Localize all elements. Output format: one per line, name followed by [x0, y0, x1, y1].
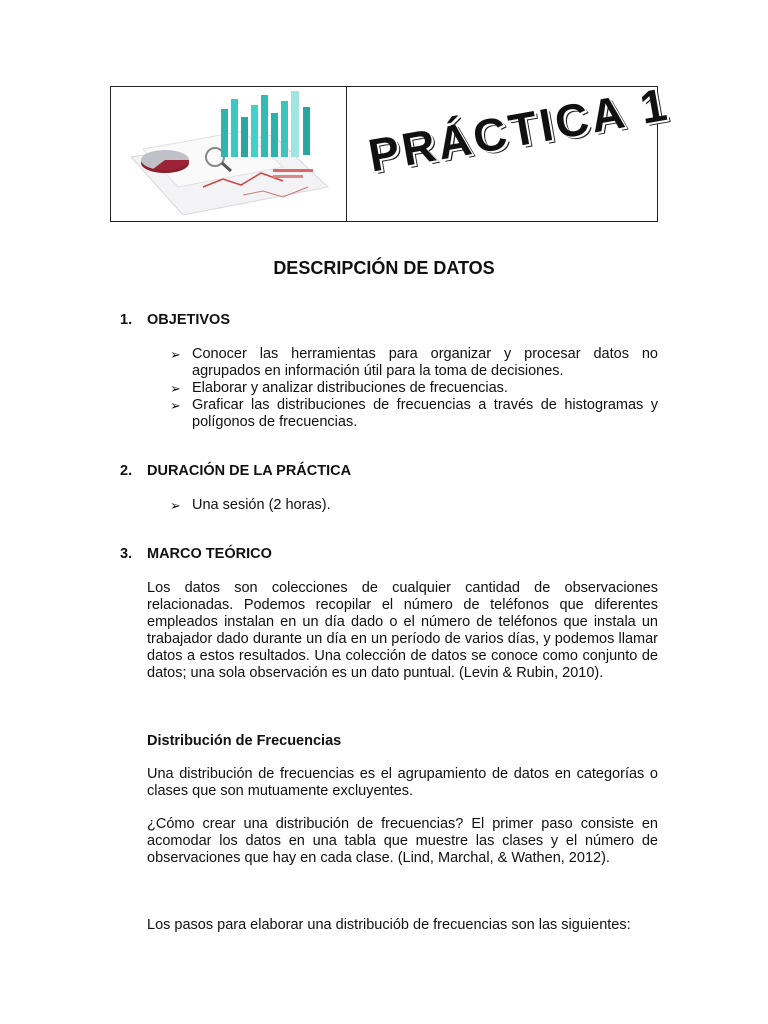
distribution-definition-paragraph: Una distribución de frecuencias es el agrupamiento de datos en categorías o clases que son mutuamente excluyentes. — [147, 766, 658, 799]
practice-title: PRÁCTICA 1 — [364, 77, 674, 182]
arrow-bullet-icon: ➢ — [170, 498, 181, 513]
section-heading-marco-teorico: 3. MARCO TEÓRICO — [120, 546, 272, 562]
chart-collage-icon — [123, 87, 335, 219]
arrow-bullet-icon: ➢ — [170, 398, 181, 413]
duration-list — [170, 497, 658, 514]
list-item: ➢ Una sesión (2 horas). — [170, 497, 331, 513]
subheading-distribucion: Distribución de Frecuencias — [147, 733, 342, 749]
list-item: ➢ Conocer las herramientas para organizar y procesar datos no agrupados en información útil para la toma de decisiones. — [170, 346, 658, 379]
arrow-bullet-icon: ➢ — [170, 381, 181, 396]
list-item: ➢ Elaborar y analizar distribuciones de frecuencias. — [170, 380, 508, 396]
section-heading-objetivos: 1. OBJETIVOS — [120, 312, 230, 328]
header-divider — [346, 87, 347, 221]
steps-intro-paragraph: Los pasos para elaborar una distribuciób de frecuencias son las siguientes: — [147, 917, 631, 933]
document-title: DESCRIPCIÓN DE DATOS — [273, 258, 495, 278]
header-box — [110, 77, 674, 222]
distribution-how-paragraph: ¿Cómo crear una distribución de frecuencias? El primer paso consiste en acomodar los datos en una tabla que muestre las clases y el número de observaciones que hay en cada clase. (Lind, Marchal, & Wathen, 2012). — [147, 816, 658, 866]
section-heading-duracion: 2. DURACIÓN DE LA PRÁCTICA — [120, 463, 352, 479]
marco-teorico-paragraph: Los datos son colecciones de cualquier cantidad de observaciones relacionadas. Podemos recopilar el número de teléfonos que diferentes empleados instalan en un día dado o el número de teléfonos que instala un trabajador dado durante un día en un período de varios días, y podemos llamar datos a estos resultados. Una colección de datos se conoce como conjunto de datos; una sola observación es un dato puntual. (Levin & Rubin, 2010). — [147, 580, 658, 681]
arrow-bullet-icon: ➢ — [170, 347, 181, 362]
list-item: ➢ Graficar las distribuciones de frecuencias a través de histogramas y polígonos de frecuencias. — [170, 397, 658, 430]
objectives-list — [170, 346, 658, 431]
